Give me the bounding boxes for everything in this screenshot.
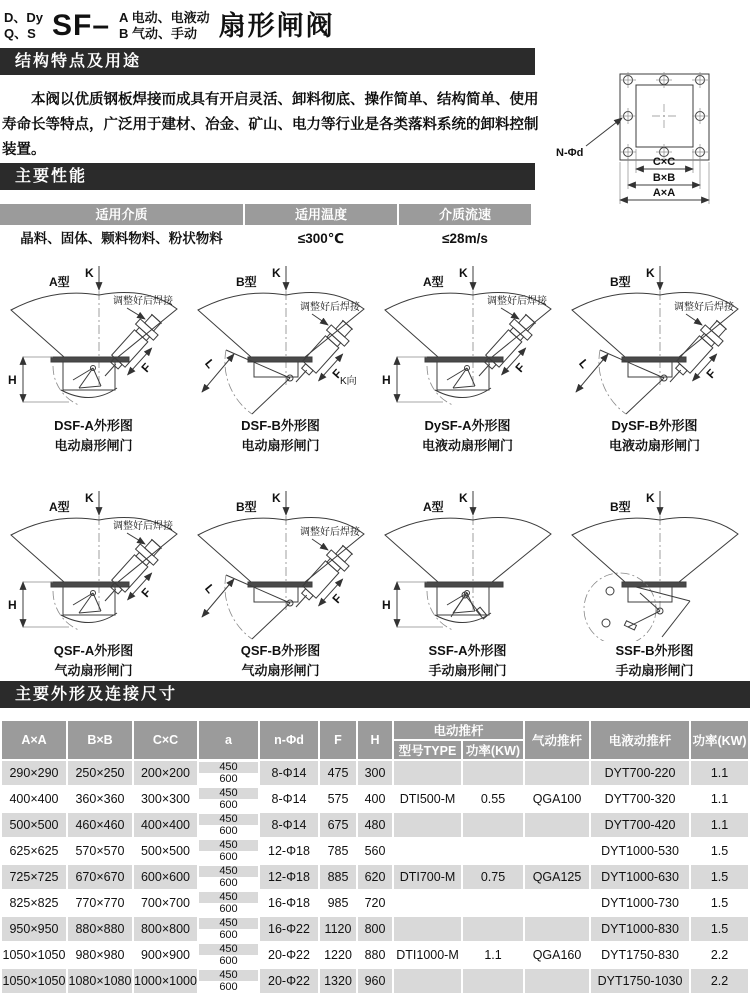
product-name: 扇形闸阀 (218, 10, 335, 41)
cell-f: 885 (320, 865, 356, 889)
cell-h: 800 (358, 917, 392, 941)
cell-bxb: 1080×1080 (68, 969, 132, 993)
cell-f: 1120 (320, 917, 356, 941)
drawing-name: 手动扇形闸门 (615, 663, 694, 678)
l-dim-label: L (201, 356, 218, 372)
model-prefix-bottom: Q、S (4, 26, 36, 41)
cell-electrohydraulic-power: 1.1 (691, 761, 748, 785)
valve-drawing-cell (374, 489, 561, 681)
section-bar-features: 结构特点及用途 (0, 48, 535, 75)
weld-note-label: 调整好后焊接 (112, 296, 173, 307)
k-arrow-label: K (271, 266, 281, 280)
f-dim-label: F (137, 360, 154, 376)
performance-table (0, 204, 531, 251)
cell-a-600: 600 (199, 852, 258, 863)
h-dim-label: H (7, 373, 17, 387)
performance-header-cell: 适用温度 (245, 204, 397, 225)
drawing-code: QSF-B外形图 (240, 643, 321, 658)
dims-table-head (2, 721, 748, 759)
cell-bxb: 880×880 (68, 917, 132, 941)
valve-drawing-cell (561, 264, 748, 456)
valve-outline-drawing (564, 489, 746, 641)
weld-note-label: 调整好后焊接 (112, 521, 173, 532)
variant-a: A 电动、电液动 (119, 9, 210, 25)
cell-electrohydraulic: DYT1000-630 (591, 865, 689, 889)
cell-electrohydraulic-power: 2.2 (691, 969, 748, 993)
cell-a (199, 839, 258, 863)
table-row (2, 943, 748, 967)
cell-a-450: 450 (199, 762, 258, 773)
cell-a-600: 600 (199, 878, 258, 889)
cell-a-450: 450 (199, 970, 258, 981)
cell-bolt-spec: 16-Φ22 (260, 917, 318, 941)
cell-cxc: 500×500 (134, 839, 197, 863)
flange-drawing-wrap (552, 52, 742, 217)
cell-a (199, 813, 258, 837)
flange-bar (622, 582, 686, 587)
cell-bolt-spec: 8-Φ14 (260, 813, 318, 837)
cell-f: 675 (320, 813, 356, 837)
cell-bolt-spec: 12-Φ18 (260, 865, 318, 889)
cell-electrohydraulic-power: 1.5 (691, 865, 748, 889)
variant-b: B 气动、手动 (119, 26, 198, 41)
f-dim-label: F (328, 366, 345, 382)
cell-a (199, 891, 258, 915)
section-bar-performance: 主要性能 (0, 163, 535, 190)
performance-value-cell: ≤300℃ (297, 231, 345, 246)
cell-h: 480 (358, 813, 392, 837)
k-arrow-label: K (645, 491, 655, 505)
cell-a (199, 787, 258, 811)
dim-bxb-label: B×B (652, 172, 676, 184)
l-dim-label: L (575, 356, 592, 372)
cell-electrohydraulic: DYT1000-830 (591, 917, 689, 941)
cell-h: 300 (358, 761, 392, 785)
performance-header-row (0, 204, 531, 225)
cell-a-600: 600 (199, 800, 258, 811)
cell-cxc: 800×800 (134, 917, 197, 941)
cell-f: 575 (320, 787, 356, 811)
dims-col-header: C×C (134, 721, 197, 759)
table-row (2, 787, 748, 811)
cell-cxc: 300×300 (134, 787, 197, 811)
cell-axa: 500×500 (2, 813, 66, 837)
weld-note-label: 调整好后焊接 (299, 302, 360, 313)
cell-actuator-power: 1.1 (463, 917, 523, 993)
h-dim-label: H (381, 373, 391, 387)
cell-f: 985 (320, 891, 356, 915)
features-paragraph: 本阀以优质钢板焊接而成具有开启灵活、卸料彻底、操作简单、结构简单、使用寿命长等特点，广泛用于建材、冶金、矿山、电力等行业是各类落料系统的卸料控制装置。 (2, 92, 539, 158)
cell-a-600: 600 (199, 826, 258, 837)
cell-electrohydraulic: DYT700-320 (591, 787, 689, 811)
funnel-outline (385, 518, 551, 582)
k-arrow-label: K (458, 266, 468, 280)
cell-actuator-type: DTI500-M (394, 761, 461, 837)
valve-drawing-cell (0, 489, 187, 681)
cell-axa: 725×725 (2, 865, 66, 889)
funnel-outline (572, 518, 738, 582)
k-arrow-label: K (458, 491, 468, 505)
drawing-name: 电液动扇形闸门 (421, 438, 513, 453)
cell-bolt-spec: 20-Φ22 (260, 969, 318, 993)
drawing-code: DySF-B外形图 (611, 418, 698, 433)
cell-axa: 950×950 (2, 917, 66, 941)
dims-col-header-pneumatic: 气动推杆 (525, 721, 589, 759)
cell-a (199, 943, 258, 967)
cell-bxb: 460×460 (68, 813, 132, 837)
table-row (2, 917, 748, 941)
cell-h: 560 (358, 839, 392, 863)
drawing-name: 手动扇形闸门 (428, 663, 507, 678)
cell-electrohydraulic-power: 1.5 (691, 891, 748, 915)
cell-a-600: 600 (199, 904, 258, 915)
cell-electrohydraulic-power: 1.5 (691, 917, 748, 941)
table-row (2, 891, 748, 915)
valve-drawing-cell (187, 264, 374, 456)
weld-note-label: 调整好后焊接 (673, 302, 734, 313)
cell-bxb: 980×980 (68, 943, 132, 967)
cell-a (199, 917, 258, 941)
cell-a-450: 450 (199, 918, 258, 929)
k-arrow-label: K (645, 266, 655, 280)
valve-drawing-cell (561, 489, 748, 681)
table-row (2, 813, 748, 837)
k-direction-label: K向 (339, 376, 357, 387)
cell-axa: 290×290 (2, 761, 66, 785)
dim-axa-label: A×A (652, 187, 676, 199)
dims-col-header: a (199, 721, 258, 759)
drawing-code: SSF-A外形图 (428, 643, 507, 658)
cell-bxb: 770×770 (68, 891, 132, 915)
cell-f: 1320 (320, 969, 356, 993)
flange-drawing (552, 52, 742, 217)
type-label: B型 (235, 500, 257, 514)
dims-subcol-power: 功率(KW) (463, 741, 523, 759)
valve-outline-drawing (3, 489, 185, 641)
dims-col-header: A×A (2, 721, 66, 759)
cell-electrohydraulic: DYT1000-530 (591, 839, 689, 863)
cell-actuator-power: 0.75 (463, 839, 523, 915)
dims-col-header: H (358, 721, 392, 759)
drawing-code: QSF-A外形图 (53, 643, 134, 658)
cell-bxb: 360×360 (68, 787, 132, 811)
dimensions-table (0, 719, 750, 995)
cell-electrohydraulic-power: 1.1 (691, 813, 748, 837)
flange-bar (425, 582, 503, 587)
table-row (2, 839, 748, 863)
cell-f: 1220 (320, 943, 356, 967)
valve-drawing-cell (374, 264, 561, 456)
cell-a-600: 600 (199, 956, 258, 967)
cell-a-450: 450 (199, 866, 258, 877)
cell-electrohydraulic-power: 1.1 (691, 787, 748, 811)
cell-electrohydraulic: DYT1000-730 (591, 891, 689, 915)
h-dim-label: H (7, 598, 17, 612)
k-arrow-label: K (84, 491, 94, 505)
cell-bxb: 670×670 (68, 865, 132, 889)
valve-outline-drawing (190, 489, 372, 641)
cell-a-450: 450 (199, 892, 258, 903)
cell-electrohydraulic: DYT1750-1030 (591, 969, 689, 993)
cell-cxc: 900×900 (134, 943, 197, 967)
cell-cxc: 200×200 (134, 761, 197, 785)
cell-axa: 400×400 (2, 787, 66, 811)
cell-bolt-spec: 8-Φ14 (260, 787, 318, 811)
cell-a-450: 450 (199, 840, 258, 851)
table-row (2, 969, 748, 993)
f-dim-label: F (702, 366, 719, 382)
cell-electrohydraulic: DYT1750-830 (591, 943, 689, 967)
cell-pneumatic: QGA160 (525, 917, 589, 993)
f-dim-label: F (511, 360, 528, 376)
h-dim-label: H (381, 598, 391, 612)
cell-h: 400 (358, 787, 392, 811)
cell-pneumatic: QGA100 (525, 761, 589, 837)
l-dim-label: L (201, 581, 218, 597)
dims-col-header: B×B (68, 721, 132, 759)
cell-cxc: 400×400 (134, 813, 197, 837)
cell-a-600: 600 (199, 982, 258, 993)
cell-a (199, 969, 258, 993)
cell-bxb: 570×570 (68, 839, 132, 863)
type-label: B型 (235, 275, 257, 289)
cell-a-600: 600 (199, 930, 258, 941)
type-label: A型 (422, 500, 444, 514)
cell-axa: 1050×1050 (2, 943, 66, 967)
cell-h: 720 (358, 891, 392, 915)
cell-a-450: 450 (199, 788, 258, 799)
cell-h: 880 (358, 943, 392, 967)
k-arrow-label: K (271, 491, 281, 505)
valve-outline-drawing (377, 264, 559, 416)
cell-a-450: 450 (199, 944, 258, 955)
valve-drawing-cell (187, 489, 374, 681)
cell-h: 960 (358, 969, 392, 993)
weld-note-label: 调整好后焊接 (299, 527, 360, 538)
cell-actuator-type: DTI700-M (394, 839, 461, 915)
cell-f: 475 (320, 761, 356, 785)
cell-a (199, 761, 258, 785)
cell-axa: 1050×1050 (2, 969, 66, 993)
cell-electrohydraulic-power: 2.2 (691, 943, 748, 967)
cell-a (199, 865, 258, 889)
performance-value-row (0, 227, 531, 251)
cell-pneumatic: QGA125 (525, 839, 589, 915)
section-bar-dimensions: 主要外形及连接尺寸 (0, 681, 750, 708)
drawing-name: 气动扇形闸门 (241, 663, 320, 678)
k-arrow-label: K (84, 266, 94, 280)
valve-outline-drawing (190, 264, 372, 416)
table-row (2, 865, 748, 889)
actuator (470, 311, 554, 398)
model-prefix (4, 10, 43, 43)
bolt-count-label: N-Φd (556, 147, 584, 159)
cell-axa: 825×825 (2, 891, 66, 915)
cell-electrohydraulic-power: 1.5 (691, 839, 748, 863)
cell-electrohydraulic: DYT700-420 (591, 813, 689, 837)
cell-axa: 625×625 (2, 839, 66, 863)
model-variants (119, 10, 210, 43)
cell-actuator-type: DTI1000-M (394, 917, 461, 993)
actuator (96, 311, 180, 398)
f-dim-label: F (137, 585, 154, 601)
dims-col-header: F (320, 721, 356, 759)
cell-bolt-spec: 8-Φ14 (260, 761, 318, 785)
cell-a-450: 450 (199, 814, 258, 825)
valve-outline-drawing (564, 264, 746, 416)
weld-note-label: 调整好后焊接 (486, 296, 547, 307)
dims-col-header-electrohydraulic: 电液动推杆 (591, 721, 689, 759)
cell-a-600: 600 (199, 774, 258, 785)
model-prefix-top: D、Dy (4, 9, 44, 25)
type-label: B型 (609, 275, 631, 289)
drawing-name: 电动扇形闸门 (54, 438, 133, 453)
drawing-code: DSF-B外形图 (241, 418, 320, 433)
valve-outline-drawing (3, 264, 185, 416)
drawing-code: DySF-A外形图 (424, 418, 511, 433)
dims-col-header-power2: 功率(KW) (691, 721, 748, 759)
cell-f: 785 (320, 839, 356, 863)
drawing-name: 气动扇形闸门 (54, 663, 133, 678)
drawing-name: 电液动扇形闸门 (608, 438, 700, 453)
dims-table-body (2, 761, 748, 993)
valve-drawings-grid (0, 264, 750, 681)
page-header (0, 0, 750, 48)
performance-value-cell: 晶料、固体、颗料物料、粉状物料 (20, 231, 223, 246)
valve-drawing-cell (0, 264, 187, 456)
cell-bolt-spec: 20-Φ22 (260, 943, 318, 967)
cell-h: 620 (358, 865, 392, 889)
dim-cxc-label: C×C (652, 156, 676, 168)
dims-col-header-electric: 电动推杆 (394, 721, 523, 739)
cell-electrohydraulic: DYT700-220 (591, 761, 689, 785)
dims-subcol-type: 型号TYPE (394, 741, 461, 759)
actuator (96, 536, 180, 623)
dims-col-header: n-Φd (260, 721, 318, 759)
drawing-name: 电动扇形闸门 (241, 438, 320, 453)
cell-bolt-spec: 12-Φ18 (260, 839, 318, 863)
drawing-code: SSF-B外形图 (615, 643, 694, 658)
valve-outline-drawing (377, 489, 559, 641)
cell-actuator-power: 0.55 (463, 761, 523, 837)
type-label: A型 (48, 500, 70, 514)
f-dim-label: F (328, 591, 345, 607)
cell-bxb: 250×250 (68, 761, 132, 785)
cell-bolt-spec: 16-Φ18 (260, 891, 318, 915)
cell-cxc: 700×700 (134, 891, 197, 915)
drawing-code: DSF-A外形图 (54, 418, 133, 433)
type-label: B型 (609, 500, 631, 514)
performance-header-cell: 适用介质 (0, 204, 243, 225)
type-label: A型 (422, 275, 444, 289)
cell-cxc: 1000×1000 (134, 969, 197, 993)
type-label: A型 (48, 275, 70, 289)
performance-value-cell: ≤28m/s (442, 231, 488, 246)
model-code: SF– (52, 9, 111, 42)
cell-cxc: 600×600 (134, 865, 197, 889)
performance-header-cell: 介质流速 (399, 204, 531, 225)
table-row (2, 761, 748, 785)
